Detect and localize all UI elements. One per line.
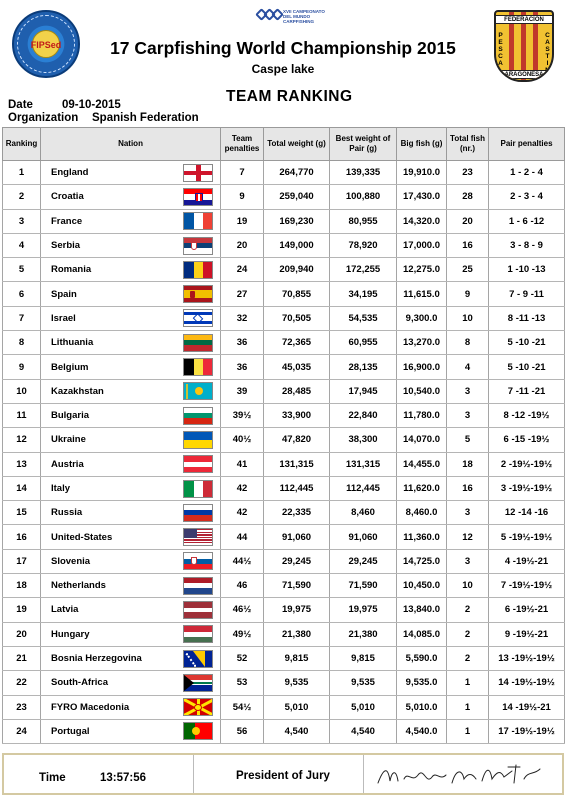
- nation-cell: Croatia: [41, 185, 177, 209]
- big-fish-cell: 19,910.0: [397, 161, 447, 185]
- best-pair-weight-cell: 60,955: [330, 331, 397, 355]
- organization-label: Organization: [8, 112, 79, 124]
- big-fish-cell: 11,620.0: [397, 476, 447, 500]
- pair-penalties-cell: 8 -11 -13: [489, 306, 565, 330]
- team-penalties-cell: 27: [221, 282, 264, 306]
- big-fish-cell: 17,000.0: [397, 233, 447, 257]
- nation-cell: Latvia: [41, 598, 177, 622]
- flag-cell: [177, 185, 221, 209]
- spain-flag-icon: [183, 285, 213, 303]
- israel-flag-icon: [183, 309, 213, 327]
- rank-cell: 13: [3, 452, 41, 476]
- team-penalties-cell: 36: [221, 331, 264, 355]
- rank-cell: 4: [3, 233, 41, 257]
- big-fish-cell: 4,540.0: [397, 719, 447, 743]
- croatia-flag-icon: [183, 188, 213, 206]
- organization-line: [8, 112, 199, 124]
- team-penalties-cell: 7: [221, 161, 264, 185]
- total-fish-cell: 18: [447, 452, 489, 476]
- col-header-total-fish: Total fish (nr.): [447, 128, 489, 161]
- total-weight-cell: 9,815: [264, 646, 330, 670]
- team-penalties-cell: 9: [221, 185, 264, 209]
- flag-cell: [177, 671, 221, 695]
- big-fish-cell: 11,615.0: [397, 282, 447, 306]
- big-fish-cell: 14,320.0: [397, 209, 447, 233]
- flag-cell: [177, 355, 221, 379]
- best-pair-weight-cell: 54,535: [330, 306, 397, 330]
- nation-cell: Bosnia Herzegovina: [41, 646, 177, 670]
- team-penalties-cell: 49½: [221, 622, 264, 646]
- date-label: Date: [8, 99, 33, 111]
- table-row: [3, 209, 565, 233]
- big-fish-cell: 9,535.0: [397, 671, 447, 695]
- total-weight-cell: 19,975: [264, 598, 330, 622]
- time-label: Time: [39, 772, 66, 784]
- belgium-flag-icon: [183, 358, 213, 376]
- pair-penalties-cell: 5 -19½-19½: [489, 525, 565, 549]
- big-fish-cell: 9,300.0: [397, 306, 447, 330]
- total-fish-cell: 23: [447, 161, 489, 185]
- team-penalties-cell: 53: [221, 671, 264, 695]
- nation-cell: England: [41, 161, 177, 185]
- pair-penalties-cell: 7 - 9 -11: [489, 282, 565, 306]
- rank-cell: 15: [3, 501, 41, 525]
- total-weight-cell: 112,445: [264, 476, 330, 500]
- flag-cell: [177, 622, 221, 646]
- pair-penalties-cell: 9 -19½-21: [489, 622, 565, 646]
- president-signature: [374, 761, 544, 791]
- pair-penalties-cell: 3 - 8 - 9: [489, 233, 565, 257]
- best-pair-weight-cell: 5,010: [330, 695, 397, 719]
- rank-cell: 3: [3, 209, 41, 233]
- pair-penalties-cell: 1 - 6 -12: [489, 209, 565, 233]
- president-of-jury-label: President of Jury: [236, 770, 330, 782]
- total-weight-cell: 45,035: [264, 355, 330, 379]
- flag-cell: [177, 549, 221, 573]
- total-weight-cell: 209,940: [264, 258, 330, 282]
- big-fish-cell: 8,460.0: [397, 501, 447, 525]
- total-weight-cell: 47,820: [264, 428, 330, 452]
- rank-cell: 20: [3, 622, 41, 646]
- rank-cell: 2: [3, 185, 41, 209]
- team-penalties-cell: 56: [221, 719, 264, 743]
- england-flag-icon: [183, 164, 213, 182]
- time-value: 13:57:56: [100, 772, 147, 784]
- rank-cell: 10: [3, 379, 41, 403]
- rank-cell: 11: [3, 403, 41, 427]
- flag-cell: [177, 501, 221, 525]
- kazakhstan-flag-icon: [183, 382, 213, 400]
- pair-penalties-cell: 2 -19½-19½: [489, 452, 565, 476]
- table-row: [3, 355, 565, 379]
- nation-cell: Lithuania: [41, 331, 177, 355]
- flag-cell: [177, 233, 221, 257]
- championship-logo-caption: XVII CAMPEONATO DEL MUNDO CARPFISHING: [283, 9, 325, 24]
- table-row: [3, 476, 565, 500]
- best-pair-weight-cell: 9,535: [330, 671, 397, 695]
- total-weight-cell: 91,060: [264, 525, 330, 549]
- team-penalties-cell: 39½: [221, 403, 264, 427]
- total-fish-cell: 12: [447, 525, 489, 549]
- table-row: [3, 282, 565, 306]
- nation-cell: Portugal: [41, 719, 177, 743]
- pair-penalties-cell: 2 - 3 - 4: [489, 185, 565, 209]
- page-title: 17 Carpfishing World Championship 2015: [110, 38, 456, 58]
- total-fish-cell: 3: [447, 403, 489, 427]
- flag-cell: [177, 379, 221, 403]
- hungary-flag-icon: [183, 625, 213, 643]
- best-pair-weight-cell: 17,945: [330, 379, 397, 403]
- flag-cell: [177, 598, 221, 622]
- rank-cell: 9: [3, 355, 41, 379]
- total-fish-cell: 20: [447, 209, 489, 233]
- championship-logo: [255, 8, 325, 34]
- col-header-ranking: Ranking: [3, 128, 41, 161]
- total-fish-cell: 3: [447, 501, 489, 525]
- best-pair-weight-cell: 78,920: [330, 233, 397, 257]
- table-row: [3, 646, 565, 670]
- big-fish-cell: 14,085.0: [397, 622, 447, 646]
- lithuania-flag-icon: [183, 334, 213, 352]
- big-fish-cell: 17,430.0: [397, 185, 447, 209]
- total-fish-cell: 4: [447, 355, 489, 379]
- team-ranking-table: [2, 127, 565, 744]
- flag-cell: [177, 258, 221, 282]
- team-penalties-cell: 44½: [221, 549, 264, 573]
- pair-penalties-cell: 13 -19½-19½: [489, 646, 565, 670]
- table-row: [3, 622, 565, 646]
- team-penalties-cell: 24: [221, 258, 264, 282]
- best-pair-weight-cell: 71,590: [330, 574, 397, 598]
- flag-cell: [177, 574, 221, 598]
- crest-bottom-label: ARAGONESA: [496, 70, 552, 79]
- total-fish-cell: 9: [447, 282, 489, 306]
- nation-cell: Italy: [41, 476, 177, 500]
- nation-cell: France: [41, 209, 177, 233]
- pair-penalties-cell: 3 -19½-19½: [489, 476, 565, 500]
- russia-flag-icon: [183, 504, 213, 522]
- rank-cell: 16: [3, 525, 41, 549]
- ranking-heading: TEAM RANKING: [226, 88, 353, 105]
- pair-penalties-cell: 12 -14 -16: [489, 501, 565, 525]
- total-weight-cell: 259,040: [264, 185, 330, 209]
- nation-cell: Ukraine: [41, 428, 177, 452]
- total-fish-cell: 2: [447, 646, 489, 670]
- total-weight-cell: 33,900: [264, 403, 330, 427]
- pair-penalties-cell: 14 -19½-19½: [489, 671, 565, 695]
- col-header-nation: Nation: [41, 128, 221, 161]
- total-weight-cell: 4,540: [264, 719, 330, 743]
- flag-cell: [177, 452, 221, 476]
- table-row: [3, 185, 565, 209]
- rank-cell: 6: [3, 282, 41, 306]
- best-pair-weight-cell: 80,955: [330, 209, 397, 233]
- best-pair-weight-cell: 139,335: [330, 161, 397, 185]
- best-pair-weight-cell: 38,300: [330, 428, 397, 452]
- table-row: [3, 549, 565, 573]
- col-header-pair-penalties: Pair penalties: [489, 128, 565, 161]
- organization-value: Spanish Federation: [92, 112, 199, 124]
- rank-cell: 23: [3, 695, 41, 719]
- table-row: [3, 258, 565, 282]
- table-header-row: [3, 128, 565, 161]
- best-pair-weight-cell: 28,135: [330, 355, 397, 379]
- best-pair-weight-cell: 131,315: [330, 452, 397, 476]
- flag-cell: [177, 525, 221, 549]
- total-weight-cell: 22,335: [264, 501, 330, 525]
- flag-cell: [177, 209, 221, 233]
- pair-penalties-cell: 6 -19½-21: [489, 598, 565, 622]
- flag-cell: [177, 331, 221, 355]
- nation-cell: Slovenia: [41, 549, 177, 573]
- col-header-big-fish: Big fish (g): [397, 128, 447, 161]
- nation-cell: FYRO Macedonia: [41, 695, 177, 719]
- pair-penalties-cell: 5 -10 -21: [489, 331, 565, 355]
- team-penalties-cell: 42: [221, 476, 264, 500]
- total-weight-cell: 70,855: [264, 282, 330, 306]
- crest-right-label: C A S T I N G: [544, 32, 551, 81]
- bulgaria-flag-icon: [183, 407, 213, 425]
- table-row: [3, 719, 565, 743]
- total-fish-cell: 10: [447, 306, 489, 330]
- team-penalties-cell: 32: [221, 306, 264, 330]
- pair-penalties-cell: 5 -10 -21: [489, 355, 565, 379]
- nation-cell: United-States: [41, 525, 177, 549]
- table-row: [3, 598, 565, 622]
- team-penalties-cell: 42: [221, 501, 264, 525]
- rank-cell: 5: [3, 258, 41, 282]
- total-fish-cell: 3: [447, 379, 489, 403]
- total-fish-cell: 28: [447, 185, 489, 209]
- pair-penalties-cell: 7 -11 -21: [489, 379, 565, 403]
- flag-cell: [177, 719, 221, 743]
- netherlands-flag-icon: [183, 577, 213, 595]
- big-fish-cell: 13,270.0: [397, 331, 447, 355]
- ukraine-flag-icon: [183, 431, 213, 449]
- big-fish-cell: 5,590.0: [397, 646, 447, 670]
- best-pair-weight-cell: 172,255: [330, 258, 397, 282]
- rank-cell: 1: [3, 161, 41, 185]
- nation-cell: Netherlands: [41, 574, 177, 598]
- team-penalties-cell: 46½: [221, 598, 264, 622]
- total-weight-cell: 70,505: [264, 306, 330, 330]
- nation-cell: South-Africa: [41, 671, 177, 695]
- crest-top-label: FEDERACION: [496, 15, 552, 24]
- pair-penalties-cell: 4 -19½-21: [489, 549, 565, 573]
- rank-cell: 14: [3, 476, 41, 500]
- nation-cell: Serbia: [41, 233, 177, 257]
- nation-cell: Austria: [41, 452, 177, 476]
- usa-flag-icon: [183, 528, 213, 546]
- team-penalties-cell: 54½: [221, 695, 264, 719]
- table-row: [3, 525, 565, 549]
- nation-cell: Belgium: [41, 355, 177, 379]
- flag-cell: [177, 476, 221, 500]
- total-weight-cell: 149,000: [264, 233, 330, 257]
- big-fish-cell: 11,780.0: [397, 403, 447, 427]
- table-row: [3, 403, 565, 427]
- total-fish-cell: 1: [447, 719, 489, 743]
- total-weight-cell: 28,485: [264, 379, 330, 403]
- rank-cell: 21: [3, 646, 41, 670]
- southafrica-flag-icon: [183, 674, 213, 692]
- footer-time-cell: [4, 755, 194, 793]
- rank-cell: 12: [3, 428, 41, 452]
- team-penalties-cell: 40½: [221, 428, 264, 452]
- best-pair-weight-cell: 19,975: [330, 598, 397, 622]
- table-row: [3, 233, 565, 257]
- nation-cell: Kazakhstan: [41, 379, 177, 403]
- big-fish-cell: 16,900.0: [397, 355, 447, 379]
- table-row: [3, 161, 565, 185]
- rank-cell: 8: [3, 331, 41, 355]
- nation-cell: Spain: [41, 282, 177, 306]
- best-pair-weight-cell: 21,380: [330, 622, 397, 646]
- total-weight-cell: 5,010: [264, 695, 330, 719]
- table-row: [3, 306, 565, 330]
- macedonia-flag-icon: [183, 698, 213, 716]
- best-pair-weight-cell: 8,460: [330, 501, 397, 525]
- best-pair-weight-cell: 91,060: [330, 525, 397, 549]
- best-pair-weight-cell: 29,245: [330, 549, 397, 573]
- flag-cell: [177, 282, 221, 306]
- portugal-flag-icon: [183, 722, 213, 740]
- col-header-team-penalties: Team penalties: [221, 128, 264, 161]
- best-pair-weight-cell: 9,815: [330, 646, 397, 670]
- total-weight-cell: 71,590: [264, 574, 330, 598]
- best-pair-weight-cell: 112,445: [330, 476, 397, 500]
- flag-cell: [177, 403, 221, 427]
- table-row: [3, 428, 565, 452]
- total-weight-cell: 264,770: [264, 161, 330, 185]
- total-fish-cell: 8: [447, 331, 489, 355]
- best-pair-weight-cell: 22,840: [330, 403, 397, 427]
- big-fish-cell: 10,450.0: [397, 574, 447, 598]
- total-fish-cell: 25: [447, 258, 489, 282]
- total-fish-cell: 1: [447, 695, 489, 719]
- nation-cell: Romania: [41, 258, 177, 282]
- team-penalties-cell: 46: [221, 574, 264, 598]
- pair-penalties-cell: 8 -12 -19½: [489, 403, 565, 427]
- table-row: [3, 501, 565, 525]
- team-penalties-cell: 52: [221, 646, 264, 670]
- flag-cell: [177, 428, 221, 452]
- total-fish-cell: 2: [447, 622, 489, 646]
- big-fish-cell: 11,360.0: [397, 525, 447, 549]
- pair-penalties-cell: 6 -15 -19½: [489, 428, 565, 452]
- big-fish-cell: 14,725.0: [397, 549, 447, 573]
- big-fish-cell: 5,010.0: [397, 695, 447, 719]
- col-header-best-pair: Best weight of Pair (g): [330, 128, 397, 161]
- team-penalties-cell: 19: [221, 209, 264, 233]
- table-row: [3, 695, 565, 719]
- nation-cell: Russia: [41, 501, 177, 525]
- big-fish-cell: 10,540.0: [397, 379, 447, 403]
- big-fish-cell: 13,840.0: [397, 598, 447, 622]
- pair-penalties-cell: 1 - 2 - 4: [489, 161, 565, 185]
- pair-penalties-cell: 17 -19½-19½: [489, 719, 565, 743]
- flag-cell: [177, 161, 221, 185]
- table-row: [3, 671, 565, 695]
- total-weight-cell: 169,230: [264, 209, 330, 233]
- big-fish-cell: 14,070.0: [397, 428, 447, 452]
- crest-left-label: P E S C A: [498, 32, 503, 67]
- total-weight-cell: 29,245: [264, 549, 330, 573]
- total-fish-cell: 2: [447, 598, 489, 622]
- nation-cell: Bulgaria: [41, 403, 177, 427]
- date-value: 09-10-2015: [62, 99, 121, 111]
- big-fish-cell: 14,455.0: [397, 452, 447, 476]
- best-pair-weight-cell: 4,540: [330, 719, 397, 743]
- total-weight-cell: 9,535: [264, 671, 330, 695]
- fips-logo-label: FIPSed: [30, 40, 62, 50]
- table-row: [3, 331, 565, 355]
- total-weight-cell: 131,315: [264, 452, 330, 476]
- rank-cell: 24: [3, 719, 41, 743]
- nation-cell: Israel: [41, 306, 177, 330]
- total-fish-cell: 16: [447, 233, 489, 257]
- date-line: [8, 99, 121, 111]
- latvia-flag-icon: [183, 601, 213, 619]
- big-fish-cell: 12,275.0: [397, 258, 447, 282]
- pair-penalties-cell: 1 -10 -13: [489, 258, 565, 282]
- rank-cell: 18: [3, 574, 41, 598]
- table-row: [3, 452, 565, 476]
- team-penalties-cell: 36: [221, 355, 264, 379]
- france-flag-icon: [183, 212, 213, 230]
- col-header-total-weight: Total weight (g): [264, 128, 330, 161]
- flag-cell: [177, 646, 221, 670]
- total-fish-cell: 1: [447, 671, 489, 695]
- rank-cell: 19: [3, 598, 41, 622]
- austria-flag-icon: [183, 455, 213, 473]
- nation-cell: Hungary: [41, 622, 177, 646]
- rank-cell: 7: [3, 306, 41, 330]
- footer-bar: [2, 753, 564, 795]
- total-fish-cell: 16: [447, 476, 489, 500]
- rank-cell: 22: [3, 671, 41, 695]
- total-weight-cell: 72,365: [264, 331, 330, 355]
- total-weight-cell: 21,380: [264, 622, 330, 646]
- slovenia-flag-icon: [183, 552, 213, 570]
- venue-subtitle: Caspe lake: [251, 62, 315, 76]
- team-penalties-cell: 44: [221, 525, 264, 549]
- team-penalties-cell: 39: [221, 379, 264, 403]
- romania-flag-icon: [183, 261, 213, 279]
- best-pair-weight-cell: 100,880: [330, 185, 397, 209]
- table-row: [3, 379, 565, 403]
- flag-cell: [177, 695, 221, 719]
- pair-penalties-cell: 14 -19½-21: [489, 695, 565, 719]
- rank-cell: 17: [3, 549, 41, 573]
- team-penalties-cell: 20: [221, 233, 264, 257]
- bosnia-flag-icon: [183, 650, 213, 668]
- total-fish-cell: 3: [447, 549, 489, 573]
- total-fish-cell: 10: [447, 574, 489, 598]
- total-fish-cell: 5: [447, 428, 489, 452]
- pair-penalties-cell: 7 -19½-19½: [489, 574, 565, 598]
- italy-flag-icon: [183, 480, 213, 498]
- best-pair-weight-cell: 34,195: [330, 282, 397, 306]
- hexagon-icon: [271, 8, 284, 21]
- team-penalties-cell: 41: [221, 452, 264, 476]
- serbia-flag-icon: [183, 237, 213, 255]
- flag-cell: [177, 306, 221, 330]
- table-row: [3, 574, 565, 598]
